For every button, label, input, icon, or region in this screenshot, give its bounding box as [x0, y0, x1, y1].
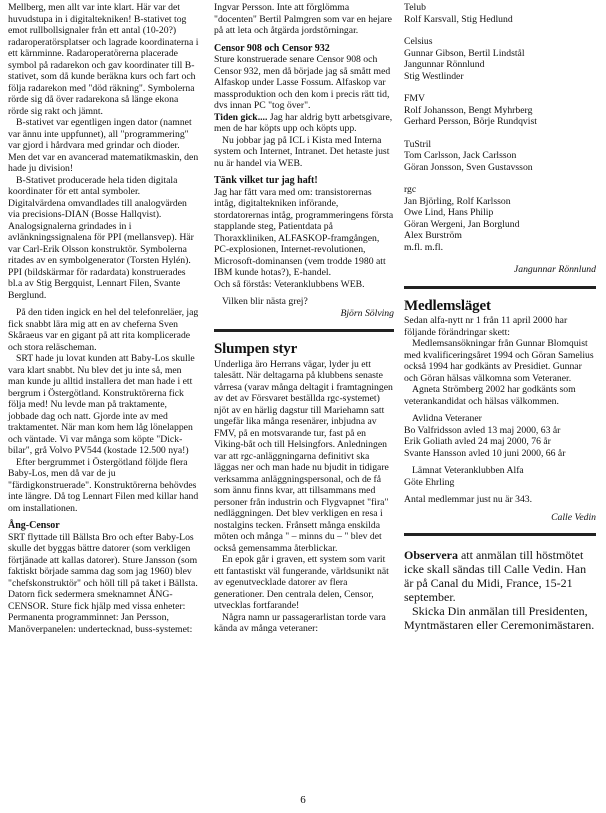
column-right [404, 2, 596, 632]
paragraph: B-Stativet producerade hela tiden digitala koordinater för ett antal symboler. Digitalvärdena omvandlades till analogvärden via precisions-DIAN (Bosse Hallqvist). Analogsignalerna grindades in i avlänkningssignalena för PPI (mellansvep). Här var Carl-Erik Olsson konstruktör. Symbolerna ritades av en symbolgenerator (Torsten Hylén). PPI (bildskärmar för radardata) konstruerades bl.a av Stig Bergquist, Lennart Filen, Svante Berglund. [8, 174, 194, 301]
signature: Jangunnar Rönnlund [513, 264, 596, 275]
paragraph: B-stativet var egentligen ingen dator (namnet var ännu inte uppfunnet), all "programmering" var gjord i hårdvara med grindar och dioder. Men det var en avancerad matematikmaskin, den hade ju division! [8, 117, 199, 174]
paragraph: Några namn ur passagerarlistan torde vara kända av många veteraner: [214, 611, 386, 634]
name-line: Gerhard Persson, Börje Rundqvist [404, 116, 537, 127]
name-line: Rolf Johansson, Bengt Myhrberg [404, 104, 533, 116]
paragraph: Vilken blir nästa grej? [222, 296, 308, 307]
paragraph: På den tiden ingick en hel del telefonreläer, jag fick snabbt lära mig att en av cheferna Sven Skåraeus var en gigant på att rita komplicerade och stora reläscheman. [8, 307, 199, 353]
subheading-avlidna: Avlidna Veteraner [412, 413, 482, 424]
group-name: Telub [404, 2, 426, 13]
tiden-gick-text: Jag har aldrig bytt arbetsgivare, men de har köpts upp och köpts upp. [214, 111, 393, 134]
column-left [8, 2, 199, 635]
name-line: m.fl. m.fl. [404, 241, 444, 253]
name-line: Gunnar Gibson, Bertil Lindstål [404, 47, 525, 59]
name-line: Jangunnar Rönnlund [404, 59, 485, 70]
group-name: FMV [404, 93, 425, 104]
name-line: Jan Björling, Rolf Karlsson [404, 195, 511, 207]
article-title-slumpen: Slumpen styr [214, 341, 298, 357]
list-item: Göte Ehrling [404, 476, 455, 488]
divider [404, 533, 596, 536]
paragraph: SRT flyttade till Bällsta Bro och efter Baby-Los skulle det byggas bättre datorer (som verkligen förtjänade att kallas datorer). Sture Jansson (som faktiskt började samma dag som jag 1960) blev "chefskonstruktör" och höll till på taket i Bällsta. Datorn fick sedermera smeknamnet ÅNG-CENSOR. Sture fick hjälp med vissa enheter: Permanenta programminnet: Jan Persson, Manöverpanelen: undertecknad, buss-systemet: [8, 531, 198, 635]
paragraph: Medlemsansökningar från Gunnar Blomquist med kvalificeringsåret 1994 och Göran Samelius också 1994 har godkänts av Presidiet. Gunnar och Göran hälsas välkomna som Veteraner. [404, 338, 594, 384]
name-line: Owe Lind, Hans Philip [404, 207, 494, 218]
notice-text-2: Skicka Din anmälan till Presidenten, Myntmästaren eller Ceremonimästaren. [404, 604, 595, 632]
paragraph: Sture konstruerade senare Censor 908 och Censor 932, men då började jag så smått med Alfaskop under Lasse Fossum. Alfaskop var massproduktion och den kom i precis rätt tid, dvs innan PC "tog över". [214, 54, 391, 111]
list-item: Erik Goliath avled 24 maj 2000, 76 år [404, 436, 551, 447]
group-name: TuStril [404, 138, 432, 150]
tiden-gick-bold: Tiden gick.... [214, 111, 268, 123]
paragraph: Jag har fått vara med om: transistorernas intåg, digitaltekniken införande, stordatorernas intåg, programmeringens första stapplande steg, Patientdata på Thoraxkliniken, ALFASKOP-framgången, PC-explosionen, Internet-revolutionen, Microsoft-dominansen (vem trodde 1980 att IBM kunde hotas?), E-handel. [214, 186, 394, 278]
paragraph: Nu jobbar jag på ICL i Kista med Interna system och Internet, Intranet. Det hetaste just nu är handel via WEB. [214, 134, 390, 169]
paragraph: Och så förstås: Veteranklubbens WEB. [214, 278, 365, 290]
notice-bold: Observera [404, 548, 458, 562]
paragraph: Sedan alfa-nytt nr 1 från 11 april 2000 har följande förändringar skett: [404, 315, 568, 338]
section-heading-tank: Tänk vilket tur jag haft! [214, 175, 318, 186]
section-heading-censor: Censor 908 och Censor 932 [214, 42, 330, 54]
list-item: Svante Hansson avled 10 juni 2000, 66 år [404, 447, 566, 459]
name-line: Göran Wergeni, Jan Borglund [404, 218, 520, 230]
signature: Björn Sölving [340, 307, 394, 319]
passenger-list [404, 2, 596, 264]
group-name: Celsius [404, 36, 433, 47]
notice [404, 548, 596, 604]
group-name: rgc [404, 184, 417, 195]
divider [404, 286, 596, 289]
name-line: Alex Burström [404, 230, 462, 241]
subheading-lamnat: Lämnat Veteranklubben Alfa [412, 465, 524, 476]
paragraph: Underliga äro Herrans vägar, lyder ju ett talesätt. När deltagarna på klubbens senaste vårresa (varav många deltagit i framtagningen av det av Försvaret beställda rgc-systemet) njöt av en härlig dagstur till Mariehamn satt ungefär lika många resenärer, inbjudna av FMV, på en motsvarande tur, fast på en Viking-båt och till Helsingfors. Anledningen var att rgc-anläggningarna definitivt ska läggas ner och man hade nu bjudit in tidigare verksamma anläggningspersonal, och de få som ännu finns kvar, att tillsammans med personer från industrin och Flygvapnet "fira" nedläggningen. Det blev verkligen en resa i nostalgins tecken. Frånsett många enskilda möten och många " – minns du – " blev det också gemensamma återblickar. [214, 358, 393, 554]
paragraph: Mellberg, men allt var inte klart. Här var det huvudstupa in i digitaltekniken! B-stativet tog emot rullbollsignaler från ett antal (10-20?) radaroperatörsplatser och lagrade koordinaterna i ett kärnminne. Radaroperatörerna placerade symbol på radarekon och gav koordinater till B-stativet, som då kunde beräkna kurs och fart och följa radarekon med "död räkning". Symbolerna rörde sig då över radarekona så länge ekona rörde sig rakt och jämnt. [8, 2, 199, 117]
member-count: Antal medlemmar just nu är 343. [404, 494, 533, 505]
article-title-medlemslaget: Medlemsläget [404, 297, 491, 314]
paragraph: Ingvar Persson. Inte att förglömma "docenten" Bertil Palmgren som var en hejare på att leta och åtgärda jordstörningar. [214, 2, 392, 36]
list-item: Bo Valfridsson avled 13 maj 2000, 63 år [404, 424, 561, 436]
paragraph: Efter bergrummet i Östergötland följde flera Baby-Los, men då var de ju "färdigkonstruerade". Konstruktörerna behövdes inte längre. Då tog Lennart Filen med killar hand om installationen. [8, 456, 199, 514]
notice-text: att anmälan till höstmötet icke skall sändas till Calle Vedin. Han är på Canal du Midi, France, 15-21 september. [404, 548, 587, 604]
section-heading-ang-censor: Ång-Censor [8, 520, 60, 531]
divider [214, 329, 394, 332]
name-line: Tom Carlsson, Jack Carlsson [404, 150, 517, 161]
signature: Calle Vedin [551, 511, 596, 523]
page-number: 6 [300, 794, 306, 806]
name-line: Rolf Karsvall, Stig Hedlund [404, 13, 513, 25]
name-line: Göran Jonsson, Sven Gustavsson [404, 161, 533, 173]
name-line: Stig Westlinder [404, 70, 464, 82]
paragraph: Agneta Strömberg 2002 har godkänts som veterankandidat och hälsas välkommen. [404, 384, 576, 407]
paragraph: SRT hade ju lovat kunden att Baby-Los skulle vara klart snabbt. Nu blev det ju inte så, men man kunde ju alltid installera det man hade i ett bergrum i Östergötland. Konstruktörerna fick följa med! Nu levde man på traktamente, jobbade dag och natt. Gjorde inte av med traktamentet. När man kom hem låg lönelappen och väntade. Vi var många som köpte "Dick-bilar", grå Volvo PV544 (kostade 12.500 nya!) [8, 353, 195, 456]
paragraph: En epok går i graven, ett system som varit ett fantastiskt väl fungerande, världsunikt nät av egenutvecklade datorer av flera generationer. Den centrala delen, Censor, utvecklas fortfarande! [214, 554, 389, 611]
column-middle [214, 2, 394, 635]
